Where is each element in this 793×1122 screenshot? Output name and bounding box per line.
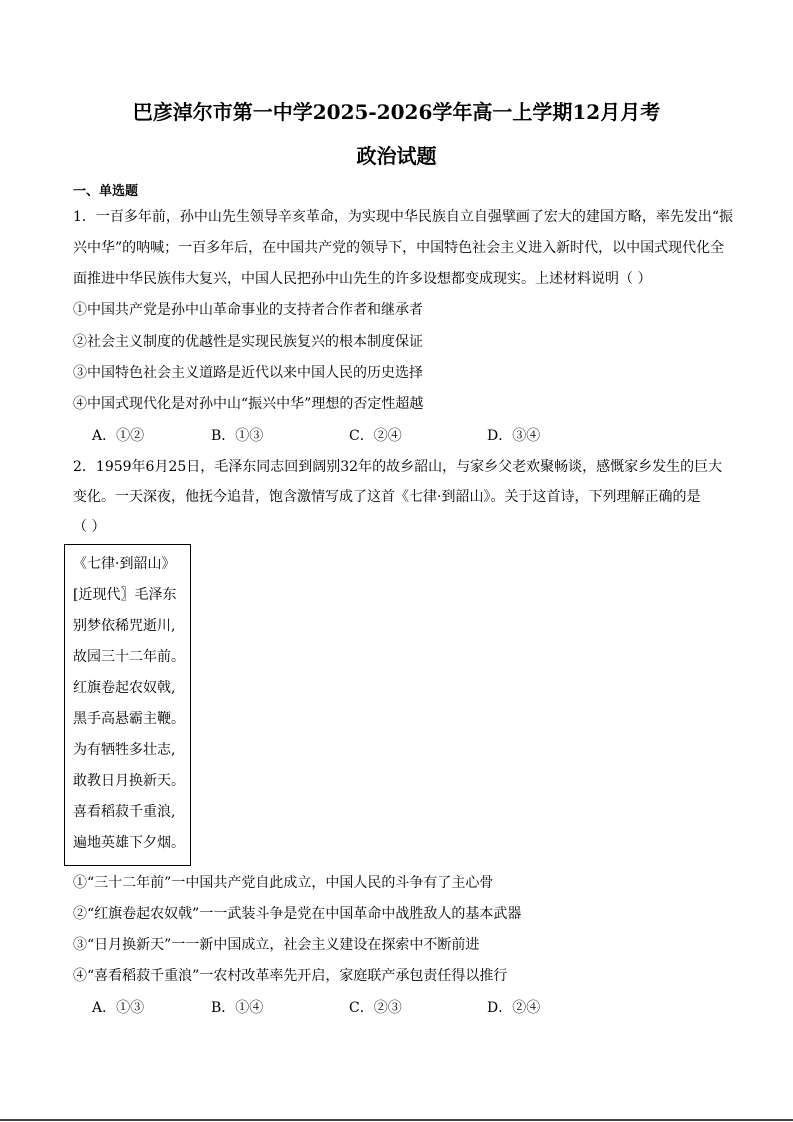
poem-title: 《七律·到韶山》 (73, 556, 176, 572)
q1-stem-line: 兴中华”的呐喊；一百多年后，在中国共产党的领导下，中国特色社会主义进入新时代，以中国式现代化全 (73, 240, 725, 256)
q1-stem-line: 面推进中华民族伟大复兴，中国人民把孙中山先生的许多设想都变成现实。上述材料说明（ ） (73, 271, 652, 287)
page-bottom-rule (0, 1119, 793, 1121)
poem-author: [近现代〗毛泽东 (73, 587, 177, 603)
q1-statement: ②社会主义制度的优越性是实现民族复兴的根本制度保证 (73, 334, 423, 350)
q2-statement: ②“红旗卷起农奴戟”一一武装斗争是党在中国革命中战胜敌人的基本武器 (73, 906, 522, 922)
q2-option-b[interactable]: B．①④ (211, 1000, 264, 1016)
exam-title: 巴彦淖尔市第一中学2025-2026学年高一上学期12月月考 (132, 100, 661, 124)
q1-option-d[interactable]: D．③④ (487, 428, 541, 444)
poem-line: 别梦依稀咒逝川, (73, 618, 176, 634)
poem-line: 黑手高悬霸主鞭。 (73, 711, 185, 727)
q2-stem-line: （ ） (73, 519, 106, 535)
q2-stem-line: 变化。一天深夜，他抚今追昔，饱含激情写成了这首《七律·到韶山》。关于这首诗，下列理解正确的是 (73, 489, 701, 505)
poem-line: 喜看稻菽千重浪, (73, 804, 176, 820)
q2-stem-line: 2．1959年6月25日，毛泽东同志回到阔别32年的故乡韶山，与家乡父老欢聚畅谈，感慨家乡发生的巨大 (73, 459, 723, 475)
q1-option-a[interactable]: A．①② (92, 428, 145, 444)
q2-statement: ④“喜看稻菽千重浪”一农村改革率先开启，家庭联产承包责任得以推行 (73, 968, 508, 984)
poem-line: 遍地英雄下夕烟。 (73, 835, 185, 851)
q2-option-c[interactable]: C．②③ (349, 1000, 402, 1016)
q2-statement: ①“三十二年前”一中国共产党自此成立，中国人民的斗争有了主心骨 (73, 875, 494, 891)
q1-statement: ③中国特色社会主义道路是近代以来中国人民的历史选择 (73, 365, 423, 381)
poem-line: 红旗卷起农奴戟, (73, 680, 176, 696)
section-heading: 一、单选题 (73, 184, 139, 199)
poem-line: 敢教日月换新天。 (73, 773, 185, 789)
q2-statement: ③“日月换新天”一一新中国成立，社会主义建设在探索中不断前进 (73, 937, 480, 953)
poem-line: 故园三十二年前。 (73, 649, 185, 665)
q1-stem-line: 1．一百多年前，孙中山先生领导辛亥革命，为实现中华民族自立自强擘画了宏大的建国方略，率先发出“振 (73, 209, 734, 225)
q2-option-d[interactable]: D．②④ (487, 1000, 541, 1016)
q1-option-c[interactable]: C．②④ (349, 428, 402, 444)
q2-option-a[interactable]: A．①③ (92, 1000, 145, 1016)
poem-line: 为有牺牲多壮志, (73, 742, 176, 758)
q1-option-b[interactable]: B．①③ (211, 428, 264, 444)
q1-statement: ④中国式现代化是对孙中山“振兴中华”理想的否定性超越 (73, 396, 424, 412)
q1-statement: ①中国共产党是孙中山革命事业的支持者合作者和继承者 (73, 302, 423, 318)
exam-subtitle: 政治试题 (356, 144, 437, 168)
